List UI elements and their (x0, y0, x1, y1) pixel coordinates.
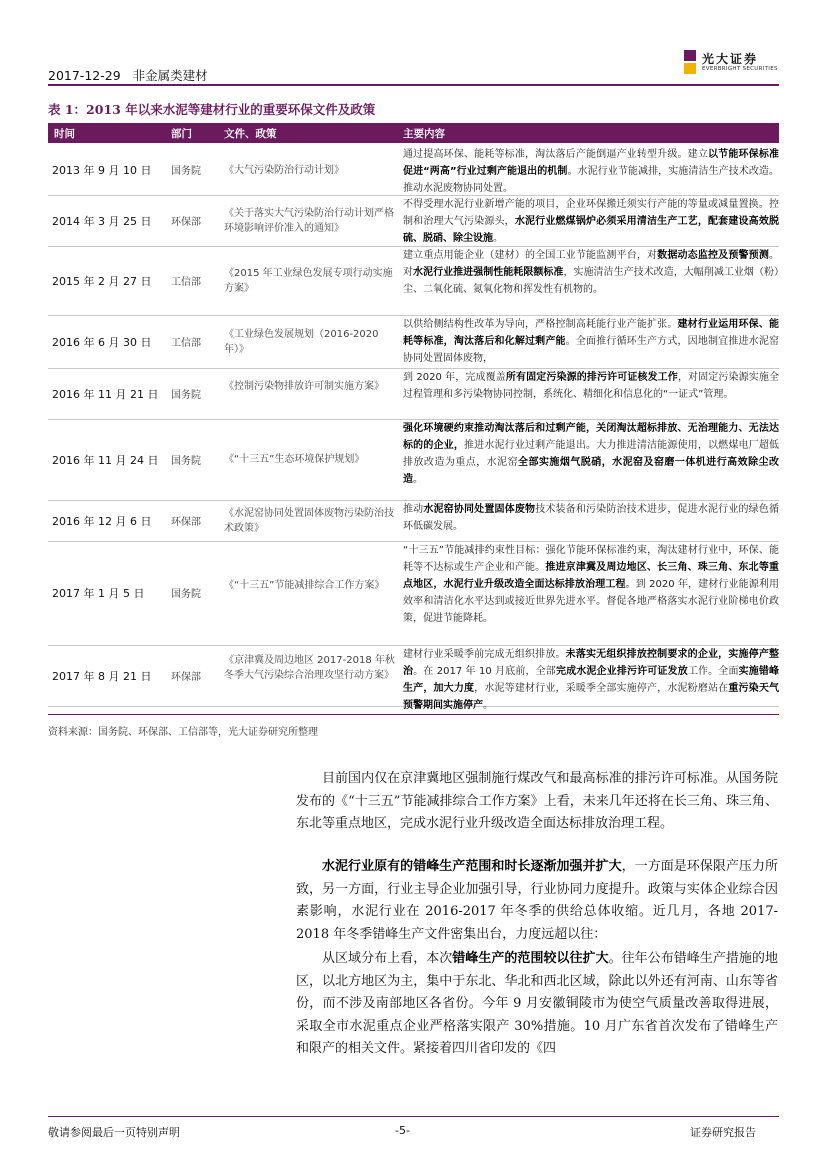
cell-dept: 环保部 (171, 216, 201, 228)
cell-content (403, 420, 779, 488)
content-segment: 。在 2017 年 10 月底前，全部 (413, 666, 556, 677)
content-segment: 。 (413, 474, 423, 485)
content-bold-segment: 强化环境硬约束推动淘汰落后和过剩产能，关闭淘汰超标排放、无治理能力、无法达标的的企业， (403, 423, 779, 451)
source-divider (48, 714, 779, 715)
content-segment: 。到 2020 年，建材行业能源利用效率和清洁化水平达到或接近世界先进水平。督促各地严格落实水泥行业阶梯电价政策，促进节能降耗。 (403, 579, 780, 624)
cell-document: 《“十三五”节能减排综合工作方案》 (224, 580, 385, 591)
content-bold-segment: 数据动态监控及预警预测 (657, 250, 770, 261)
content-bold-segment: 推进京津冀及周边地区、长三角、珠三角、东北等重点地区，水泥行业升级改造全面达标排放治理工程 (403, 562, 780, 590)
content-segment: 工作。全面 (687, 666, 739, 677)
cell-dept: 环保部 (171, 671, 201, 683)
header-sector: 非金属类建材 (132, 68, 208, 83)
cell-content (403, 146, 779, 197)
cell-content (403, 196, 779, 247)
cell-date: 2013 年 9 月 10 日 (52, 164, 152, 177)
content-bold-segment: 所有固定污染源的排污许可证核发工作 (505, 372, 678, 383)
cell-date: 2016 年 11 月 21 日 (52, 387, 159, 401)
cell-document: 《“十三五”生态环境保护规划》 (224, 454, 365, 465)
paragraph-3-rest: 。往年公布错峰生产措施的地区，以北方地区为主，集中于东北、华北和西北区域，除此以外还有河南、山东等省份，而不涉及南部地区各省份。今年 9 月安徽铜陵市为使空气质量改善取得进展，采取全市水泥重点企业严格落实限产 30%措施。10 月广东省首次发布了错峰生产和限产的相关文件。紧接着四川省印发的《四 (296, 951, 778, 1056)
table-title: 表 1：2013 年以来水泥等建材行业的重要环保文件及政策 (48, 102, 376, 117)
cell-content (403, 247, 779, 298)
content-segment: 到 2020 年，完成覆盖 (403, 372, 506, 383)
content-bold-segment: 水泥行业燃煤锅炉必须采用清洁生产工艺，配套建设高效脱硫、脱硝、除尘设施 (403, 216, 780, 244)
logo-mark-icon (684, 50, 696, 74)
header-date-sector (48, 66, 208, 84)
cell-content (403, 542, 779, 627)
footer-disclaimer: 敬请参阅最后一页特别声明 (48, 1126, 180, 1139)
col-header-dept: 部门 (171, 128, 192, 140)
content-bold-segment: 以节能环保标准促进“两高”行业过剩产能退出的机制 (403, 149, 780, 177)
logo-text-cn: 光大证券 (702, 52, 759, 66)
cell-date: 2015 年 2 月 27 日 (52, 274, 152, 288)
content-segment: 建立重点用能企业（建材）的全国工业节能监测平台，对 (403, 250, 658, 261)
paragraph-3-pre: 从区域分布上看，本次 (322, 951, 453, 966)
content-bold-segment: 重污染天气预警期间实施停产 (403, 683, 780, 711)
content-segment: 以供给侧结构性改革为导向，严格控制高耗能行业产能扩张。 (403, 319, 678, 330)
cell-content (403, 646, 779, 714)
content-segment: “十三五”节能减排约束性目标：强化节能环保标准约束，淘汰建材行业中，环保、能耗等不达标或生产企业和产能。 (403, 545, 779, 573)
table-row (48, 645, 780, 711)
cell-document: 《关于落实大气污染防治行动计划严格环境影响评价准入的通知》 (224, 207, 394, 234)
footer-divider (48, 1116, 779, 1117)
cell-date: 2017 年 1 月 5 日 (52, 587, 145, 600)
cell-date: 2016 年 6 月 30 日 (52, 335, 152, 349)
content-bold-segment: 全部实施烟气脱硝，水泥窑及窑磨一体机进行高效除尘改造 (403, 457, 780, 485)
cell-content (403, 316, 779, 367)
table-row (48, 195, 779, 247)
cell-dept: 国务院 (171, 455, 201, 467)
cell-document: 《工业绿色发展规划（2016-2020 年）》 (224, 328, 379, 355)
table-row (48, 368, 779, 420)
col-header-doc: 文件、政策 (224, 128, 277, 140)
everbright-logo (684, 50, 784, 78)
table-row (48, 541, 779, 646)
content-segment: 。 (493, 233, 503, 244)
cell-dept: 工信部 (171, 276, 201, 288)
cell-document: 《京津冀及周边地区 2017-2018 年秋冬季大气污染综合治理攻坚行动方案》 (224, 655, 395, 681)
cell-content (403, 501, 779, 535)
content-segment: 推动 (403, 504, 424, 515)
footer-report-type: 证券研究报告 (690, 1126, 756, 1139)
cell-dept: 国务院 (171, 389, 201, 401)
cell-document: 《水泥窑协同处置固体废物污染防治技术政策》 (224, 507, 394, 534)
paragraph-3-bold: 错峰生产的范围较以往扩大 (452, 951, 609, 966)
cell-date: 2014 年 3 月 25 日 (52, 214, 152, 228)
cell-date: 2016 年 12 月 6 日 (52, 514, 152, 528)
paragraph-3 (296, 948, 778, 1061)
cell-dept: 国务院 (171, 166, 201, 177)
cell-dept: 国务院 (171, 589, 201, 600)
content-segment: 。对 (403, 250, 780, 278)
content-segment: 。全面推行循环生产方式，因地制宜推进水泥窑协同处置固体废物， (403, 336, 780, 364)
table-row (48, 315, 779, 369)
col-header-date: 时间 (54, 128, 75, 140)
content-bold-segment: 水泥窑协同处置固体废物 (423, 504, 536, 515)
logo-text-en: EVERBRIGHT SECURITIES (702, 66, 778, 72)
cell-document: 《大气污染防治行动计划》 (224, 164, 344, 176)
table-source: 资料来源：国务院、环保部、工信部等，光大证券研究所整理 (48, 727, 318, 738)
cell-document: 《控制污染物排放许可制实施方案》 (224, 380, 384, 392)
cell-document: 《2015 年工业绿色发展专项行动实施方案》 (224, 267, 393, 294)
content-bold-segment: 未落实无组织排放控制要求的企业，实施停产整治 (403, 649, 780, 677)
content-segment: 。 (483, 700, 493, 711)
content-segment: 通过提高环保、能耗等标准，淘汰落后产能倒逼产业转型升级。建立 (403, 149, 708, 160)
header-divider (48, 84, 779, 86)
table-row (48, 500, 779, 542)
content-bold-segment: 水泥行业推进强制性能耗限额标准 (413, 267, 564, 278)
paragraph-2-rest: ，一方面是环保限产压力所致，另一方面，行业主导企业加强引导，行业协同力度提升。政策与实体企业综合因素影响，水泥行业在 2016-2017 年冬季的供给总体收缩。近几月，各地 2017-2018 年冬季错峰生产文件密集出台，力度远超以往： (296, 859, 778, 942)
paragraph-2 (296, 856, 778, 946)
table-header (48, 123, 779, 143)
content-segment: 建材行业采暖季前完成无组织排放。 (403, 649, 566, 660)
cell-dept: 环保部 (171, 516, 201, 528)
paragraph-1: 目前国内仅在京津冀地区强制施行煤改气和最高标准的排污许可标准。从国务院发布的《“十三五”节能减排综合工作方案》上看，未来几年还将在长三角、珠三角、东北等重点地区，完成水泥行业升级改造全面达标排放治理工程。 (296, 771, 778, 831)
content-bold-segment: 实施错峰生产，加大力度 (403, 666, 780, 694)
paragraph-2-bold: 水泥行业原有的错峰生产范围和时长逐渐加强并扩大 (322, 859, 622, 874)
cell-dept: 工信部 (171, 337, 201, 349)
content-bold-segment: 完成水泥企业排污许可证发放 (555, 666, 688, 677)
header-date: 2017-12-29 (48, 68, 121, 83)
content-segment: 推进水泥行业过剩产能退出。大力推进清洁能源使用，以燃煤电厂超低排放改造为重点，水泥窑 (403, 440, 779, 468)
content-segment: 技术装备和污染防治技术进步，促进水泥行业的绿色循环低碳发展。 (403, 504, 780, 532)
col-header-content: 主要内容 (403, 128, 445, 140)
cell-content (403, 369, 779, 403)
table-row (48, 145, 779, 196)
content-segment: ，对固定污染源实施全过程管理和多污染物协同控制，系统化、精细化和信息化的“一证式”管理。 (403, 372, 780, 400)
cell-date: 2017 年 8 月 21 日 (52, 669, 152, 683)
table-row (48, 246, 779, 316)
content-segment: 不得受理水泥行业新增产能的项目，企业环保搬迁须实行产能的等量或减量置换。控制和治理大气污染源头， (403, 199, 779, 227)
content-segment: ，水泥等建材行业，采暖季全部实施停产，水泥粉磨站在 (474, 683, 729, 694)
cell-date: 2016 年 11 月 24 日 (52, 453, 159, 467)
table-row (48, 419, 779, 501)
content-segment: ，实施清洁生产技术改造，大幅削减工业烟（粉）尘、二氧化硫、氮氧化物和挥发性有机物的。 (403, 267, 780, 295)
content-segment: 。水泥行业节能减排，实施清洁生产技术改造。推动水泥废物协同处置。 (403, 166, 779, 194)
footer-page-number: -5- (395, 1124, 410, 1137)
content-bold-segment: 建材行业运用环保、能耗等标准，淘汰落后和化解过剩产能 (403, 319, 780, 347)
